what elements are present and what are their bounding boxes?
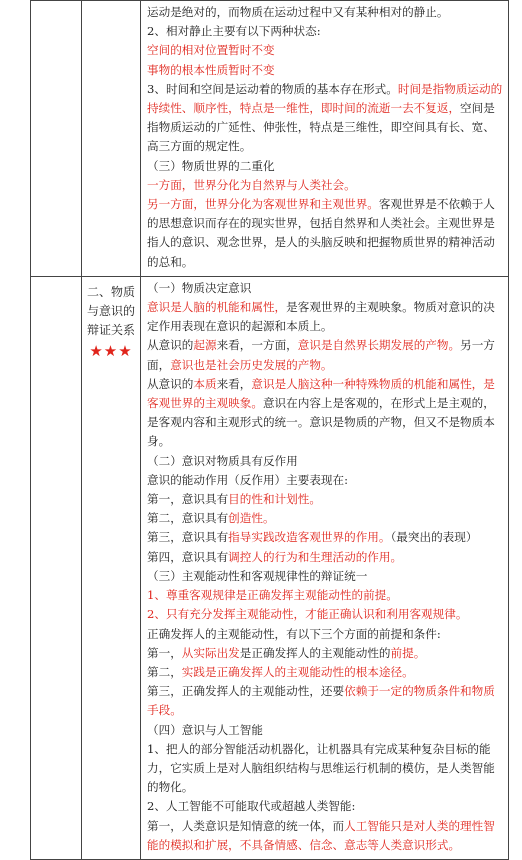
empty-topic-cell [82, 1, 141, 277]
highlighted-text: 另一方面，世界分化为客观世界和主观世界。 [147, 197, 379, 212]
body-text: （三）主观能动性和客观规律性的辩证统一 [147, 568, 368, 583]
text-line [147, 471, 504, 490]
highlighted-text: 1、尊重客观规律是正确发挥主观能动性的前提。 [147, 588, 398, 603]
table-row [31, 1, 509, 277]
body-text: 第三，意识具有 [147, 530, 229, 545]
text-line [147, 61, 504, 80]
text-line [147, 567, 504, 586]
body-text: （四）意识与人工智能 [147, 722, 263, 737]
body-text: 空间是指物质运动的广延性、伸张性，特点是三维性，即空间具有长、宽、高三方面的规定性。 [147, 101, 495, 154]
body-text: 3、时间和空间是运动着的物质的基本存在形式。 [147, 81, 398, 96]
row2-content [147, 279, 504, 855]
text-line [147, 452, 504, 471]
body-text: 第一，人类意识是知情意的统一体，而 [147, 818, 345, 833]
body-text: 2、人工智能不可能取代或超越人类智能: [147, 799, 356, 814]
text-line [147, 586, 504, 605]
text-line [147, 176, 504, 195]
text-line [147, 375, 504, 452]
text-line [147, 548, 504, 567]
highlighted-text: 一方面，世界分化为自然界与人类社会。 [147, 177, 356, 192]
body-text: 意识的能动作用（反作用）主要表现在: [147, 472, 349, 487]
notes-table [30, 0, 509, 860]
text-line [147, 740, 504, 798]
text-line [147, 490, 504, 509]
body-text: 来看， [216, 376, 252, 391]
highlighted-text: 本质 [193, 376, 217, 391]
body-text: （一）物质决定意识 [147, 280, 252, 295]
text-line [147, 509, 504, 528]
text-line [147, 625, 504, 644]
body-text: 第一，意识具有 [147, 492, 229, 507]
topic-cell [82, 276, 141, 859]
body-text: 是正确发挥人的主观能动性的 [239, 645, 391, 660]
text-line [147, 682, 504, 720]
body-text: 来看，一方面， [216, 338, 298, 353]
text-line [147, 336, 504, 374]
highlighted-text: 意识也是社会历史发展的产物。 [170, 357, 333, 372]
body-text: 运动是绝对的，而物质在运动过程中又有某种相对的静止。 [147, 5, 449, 19]
highlighted-text: 事物的根本性质暂时不变 [147, 62, 275, 77]
text-line [147, 195, 504, 272]
text-line [147, 80, 504, 157]
body-text: 第四，意识具有 [147, 549, 229, 564]
highlighted-text: 调控人的行为和生理活动的作用。 [228, 549, 403, 564]
content-cell [141, 1, 509, 277]
body-text: 另一方面， [147, 338, 495, 372]
body-text: 1、把人的部分智能活动机器化，让机器具有完成某种复杂目标的能力，它实质上是对人脑组织结构与思维运行机制的模仿，是人类智能的物化。 [147, 741, 495, 795]
content-cell [141, 276, 509, 859]
body-text: 第一， [147, 645, 182, 660]
body-text: （三）物质世界的二重化 [147, 158, 275, 173]
body-text: 正确发挥人的主观能动性，有以下三个方面的前提和条件: [147, 626, 441, 641]
body-text: （二）意识对物质具有反作用 [147, 453, 298, 468]
topic-title: 二、物质与意识的辩证关系 [86, 284, 135, 337]
body-text: 从意识的 [147, 376, 194, 391]
text-line [147, 644, 504, 663]
body-text: 2、相对静止主要有以下两种状态: [147, 24, 321, 39]
empty-index-cell [31, 1, 82, 277]
body-text: 第二，意识具有 [147, 511, 229, 526]
highlighted-text: 指导实践改造客观世界的作用。 [228, 530, 391, 545]
highlighted-text: 2、只有充分发挥主观能动性，才能正确认识和利用客观规律。 [147, 607, 468, 622]
text-line [147, 157, 504, 176]
empty-index-cell [31, 276, 82, 859]
body-text: 第二， [147, 664, 182, 679]
highlighted-text: 从实际出发 [181, 645, 240, 660]
text-line [147, 279, 504, 298]
text-line [147, 528, 504, 547]
body-text: 是客观世界的主观映象。物质对意识的决定作用表现在意识的起源和本质上。 [147, 300, 495, 334]
text-line [147, 41, 504, 60]
highlighted-text: 依赖于一定的物质条件和物质手段。 [147, 684, 495, 718]
highlighted-text: 起源 [193, 338, 217, 353]
text-line [147, 22, 504, 41]
text-line [147, 3, 504, 22]
text-line [147, 817, 504, 855]
text-line [147, 298, 504, 336]
body-text: 第三，正确发挥人的主观能动性，还要 [147, 684, 345, 699]
body-text: 意识在内容上是客观的，在形式上是主观的，是客观内容和主观形式的统一。意识是物质的产物，但又不是物质本身。 [147, 396, 495, 449]
text-line [147, 721, 504, 740]
highlighted-text: 时间是指物质运动的持续性、顺序性，特点是一维性，即时间的流逝一去不复返， [147, 81, 503, 116]
row1-content [147, 3, 504, 272]
text-line [147, 797, 504, 816]
highlighted-text: 目的性和计划性。 [228, 492, 321, 507]
text-line [147, 663, 504, 682]
highlighted-text: 意识是人脑的机能和属性， [147, 300, 287, 315]
highlighted-text: 人工智能只是对人类的理性智能的模拟和扩展，不具备情感、信念、意志等人类意识形式。 [147, 818, 495, 852]
importance-stars: ★★★ [89, 341, 133, 360]
highlighted-text: 实践是正确发挥人的主观能动性的根本途径。 [181, 664, 414, 679]
body-text: 从意识的 [147, 338, 194, 353]
highlighted-text: 意识是自然界长期发展的产物。 [297, 338, 461, 353]
highlighted-text: 创造性。 [228, 511, 275, 526]
table-row [31, 276, 509, 859]
highlighted-text: 意识是人脑这种一种特殊物质的机能和属性，是客观世界的主观映象。 [147, 376, 495, 411]
highlighted-text: 前提。 [390, 645, 426, 660]
highlighted-text: 空间的相对位置暂时不变 [147, 43, 275, 58]
body-text: （最突出的表现） [390, 530, 478, 545]
text-line [147, 605, 504, 624]
body-text: 客观世界是不依赖于人的思想意识而存在的现实世界，包括自然界和人类社会。主观世界是指人的意识、观念世界，是人的头脑反映和把握物质世界的精神活动的总和。 [147, 197, 495, 269]
